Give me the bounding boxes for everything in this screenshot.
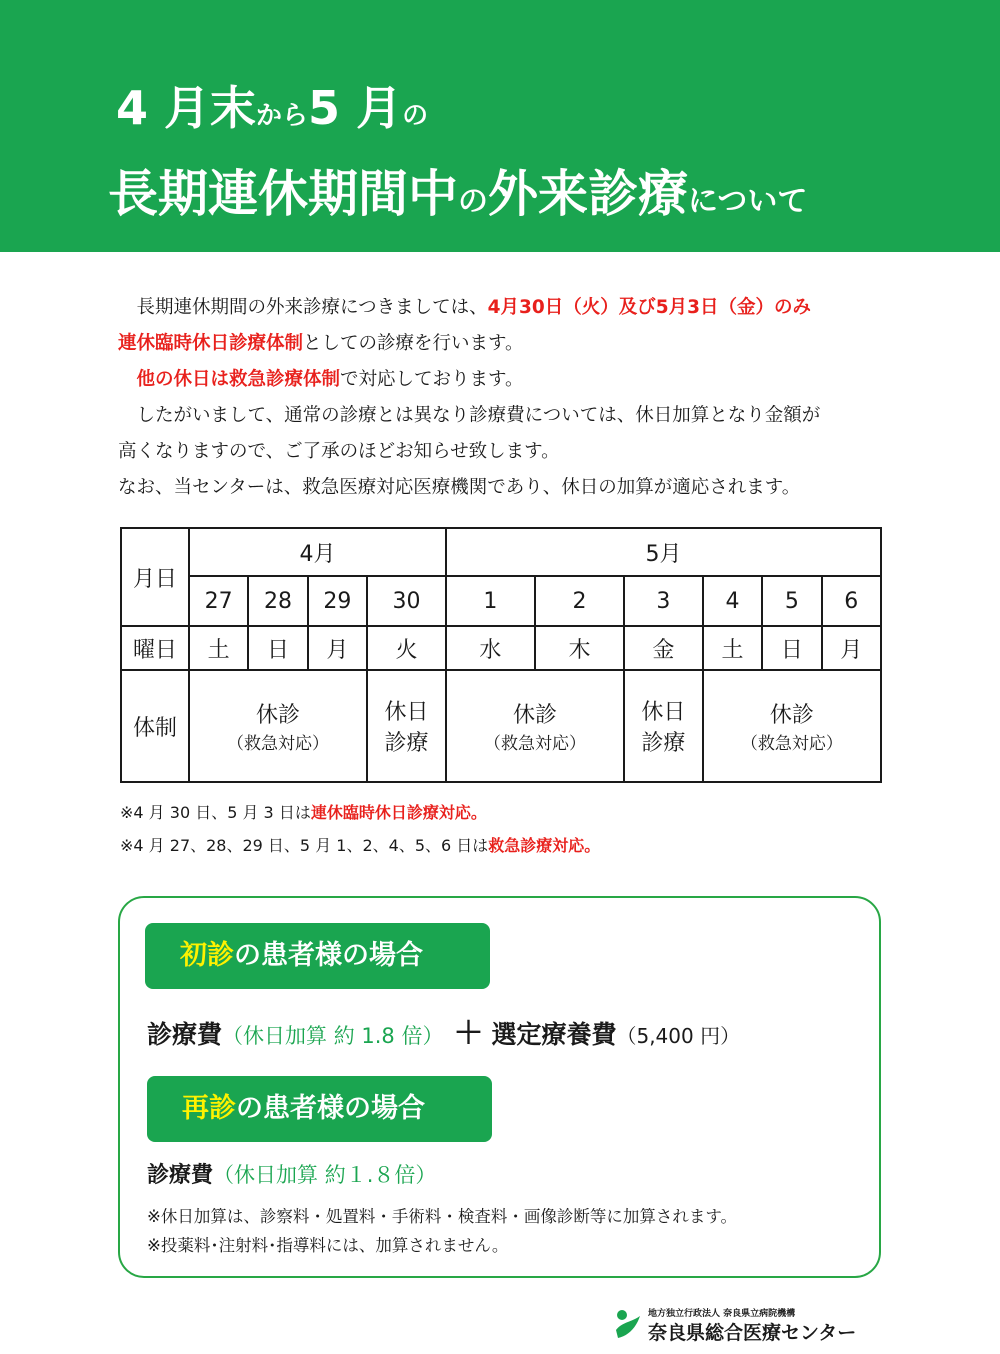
intro-text bbox=[118, 290, 908, 506]
closed-emergency-cell: 休診 （救急対応） bbox=[703, 670, 881, 782]
fee-notes bbox=[147, 1202, 737, 1260]
title-text: 外来診療 bbox=[488, 165, 688, 223]
table-row bbox=[121, 670, 881, 782]
day-cell: 30 bbox=[367, 576, 446, 626]
fee-note: ※投薬料･注射料･指導料には、加算されません。 bbox=[147, 1236, 509, 1255]
fee-info-box bbox=[118, 896, 881, 1278]
revisit-fee: 診療費（休日加算 約１.８倍） bbox=[147, 1163, 437, 1188]
title-text: の bbox=[458, 184, 488, 219]
highlight-holiday-system: 連休臨時休日診療体制 bbox=[118, 333, 304, 354]
day-cell: 3 bbox=[624, 576, 703, 626]
title-text: 長期連休期間中 bbox=[108, 165, 458, 223]
weekday-cell: 木 bbox=[535, 626, 624, 670]
title-text: の bbox=[402, 101, 429, 131]
intro-line: 高くなりますので、ご了承のほどお知らせ致します。 bbox=[118, 441, 560, 462]
day-cell: 4 bbox=[703, 576, 762, 626]
weekday-cell: 金 bbox=[624, 626, 703, 670]
day-cell: 2 bbox=[535, 576, 624, 626]
holiday-clinic-cell: 休日 診療 bbox=[367, 670, 446, 782]
table-notes bbox=[120, 796, 600, 862]
note-line: ※4 月 27、28、29 日、5 月 1、2、4、5、6 日は救急診療対応。 bbox=[120, 836, 601, 855]
day-cell: 29 bbox=[308, 576, 367, 626]
table-row bbox=[121, 528, 881, 576]
weekday-cell: 土 bbox=[703, 626, 762, 670]
day-cell: 6 bbox=[822, 576, 882, 626]
table-row bbox=[121, 626, 881, 670]
day-cell: 28 bbox=[248, 576, 307, 626]
leaf-icon bbox=[612, 1308, 644, 1344]
logo-name: 奈良県総合医療センター bbox=[648, 1322, 857, 1344]
title-text: について bbox=[688, 184, 808, 219]
fee-note: ※休日加算は、診察料・処置料・手術料・検査料・画像診断等に加算されます。 bbox=[147, 1207, 738, 1226]
weekday-cell: 日 bbox=[762, 626, 821, 670]
highlight-emergency-system: 他の休日は救急診療体制 bbox=[118, 369, 341, 390]
intro-line: 連休臨時休日診療体制としての診療を行います。 bbox=[118, 333, 524, 354]
day-cell: 1 bbox=[446, 576, 535, 626]
page-title-line2 bbox=[108, 154, 807, 226]
table-row bbox=[121, 576, 881, 626]
closed-emergency-cell: 休診 （救急対応） bbox=[189, 670, 367, 782]
first-visit-fee: 診療費（休日加算 約 1.8 倍） ＋ 選定療養費（5,400 円） bbox=[147, 1016, 741, 1051]
row-header-system: 体制 bbox=[121, 670, 189, 782]
month-may: 5月 bbox=[446, 528, 881, 576]
weekday-cell: 土 bbox=[189, 626, 248, 670]
logo-subtitle: 地方独立行政法人 奈良県立病院機構 bbox=[648, 1309, 796, 1319]
intro-line: したがいまして、通常の診療とは異なり診療費については、休日加算となり金額が bbox=[118, 405, 821, 426]
highlight-dates: 4月30日（火）及び5月3日（金）のみ bbox=[487, 297, 812, 318]
first-visit-heading: 初診の患者様の場合 bbox=[145, 923, 490, 989]
title-text: 4 月末 bbox=[116, 81, 257, 135]
month-april: 4月 bbox=[189, 528, 446, 576]
intro-line: 長期連休期間の外来診療につきましては、4月30日（火）及び5月3日（金）のみ bbox=[118, 297, 812, 318]
title-banner bbox=[0, 0, 1000, 252]
intro-line: 他の休日は救急診療体制で対応しております。 bbox=[118, 369, 524, 390]
row-header-date: 月日 bbox=[121, 528, 189, 626]
day-cell: 27 bbox=[189, 576, 248, 626]
note-line: ※4 月 30 日、5 月 3 日は連休臨時休日診療対応。 bbox=[120, 803, 487, 822]
weekday-cell: 月 bbox=[308, 626, 367, 670]
weekday-cell: 火 bbox=[367, 626, 446, 670]
weekday-cell: 水 bbox=[446, 626, 535, 670]
schedule-table bbox=[120, 527, 882, 783]
holiday-clinic-cell: 休日 診療 bbox=[624, 670, 703, 782]
hospital-logo bbox=[612, 1306, 882, 1346]
title-text: 5 月 bbox=[308, 81, 403, 135]
closed-emergency-cell: 休診 （救急対応） bbox=[446, 670, 624, 782]
weekday-cell: 日 bbox=[248, 626, 307, 670]
page-title-line1 bbox=[116, 72, 428, 138]
weekday-cell: 月 bbox=[822, 626, 882, 670]
day-cell: 5 bbox=[762, 576, 821, 626]
row-header-weekday: 曜日 bbox=[121, 626, 189, 670]
intro-line: なお、当センターは、救急医療対応医療機関であり、休日の加算が適応されます。 bbox=[118, 477, 801, 498]
revisit-heading: 再診の患者様の場合 bbox=[147, 1076, 492, 1142]
title-text: から bbox=[256, 101, 309, 131]
